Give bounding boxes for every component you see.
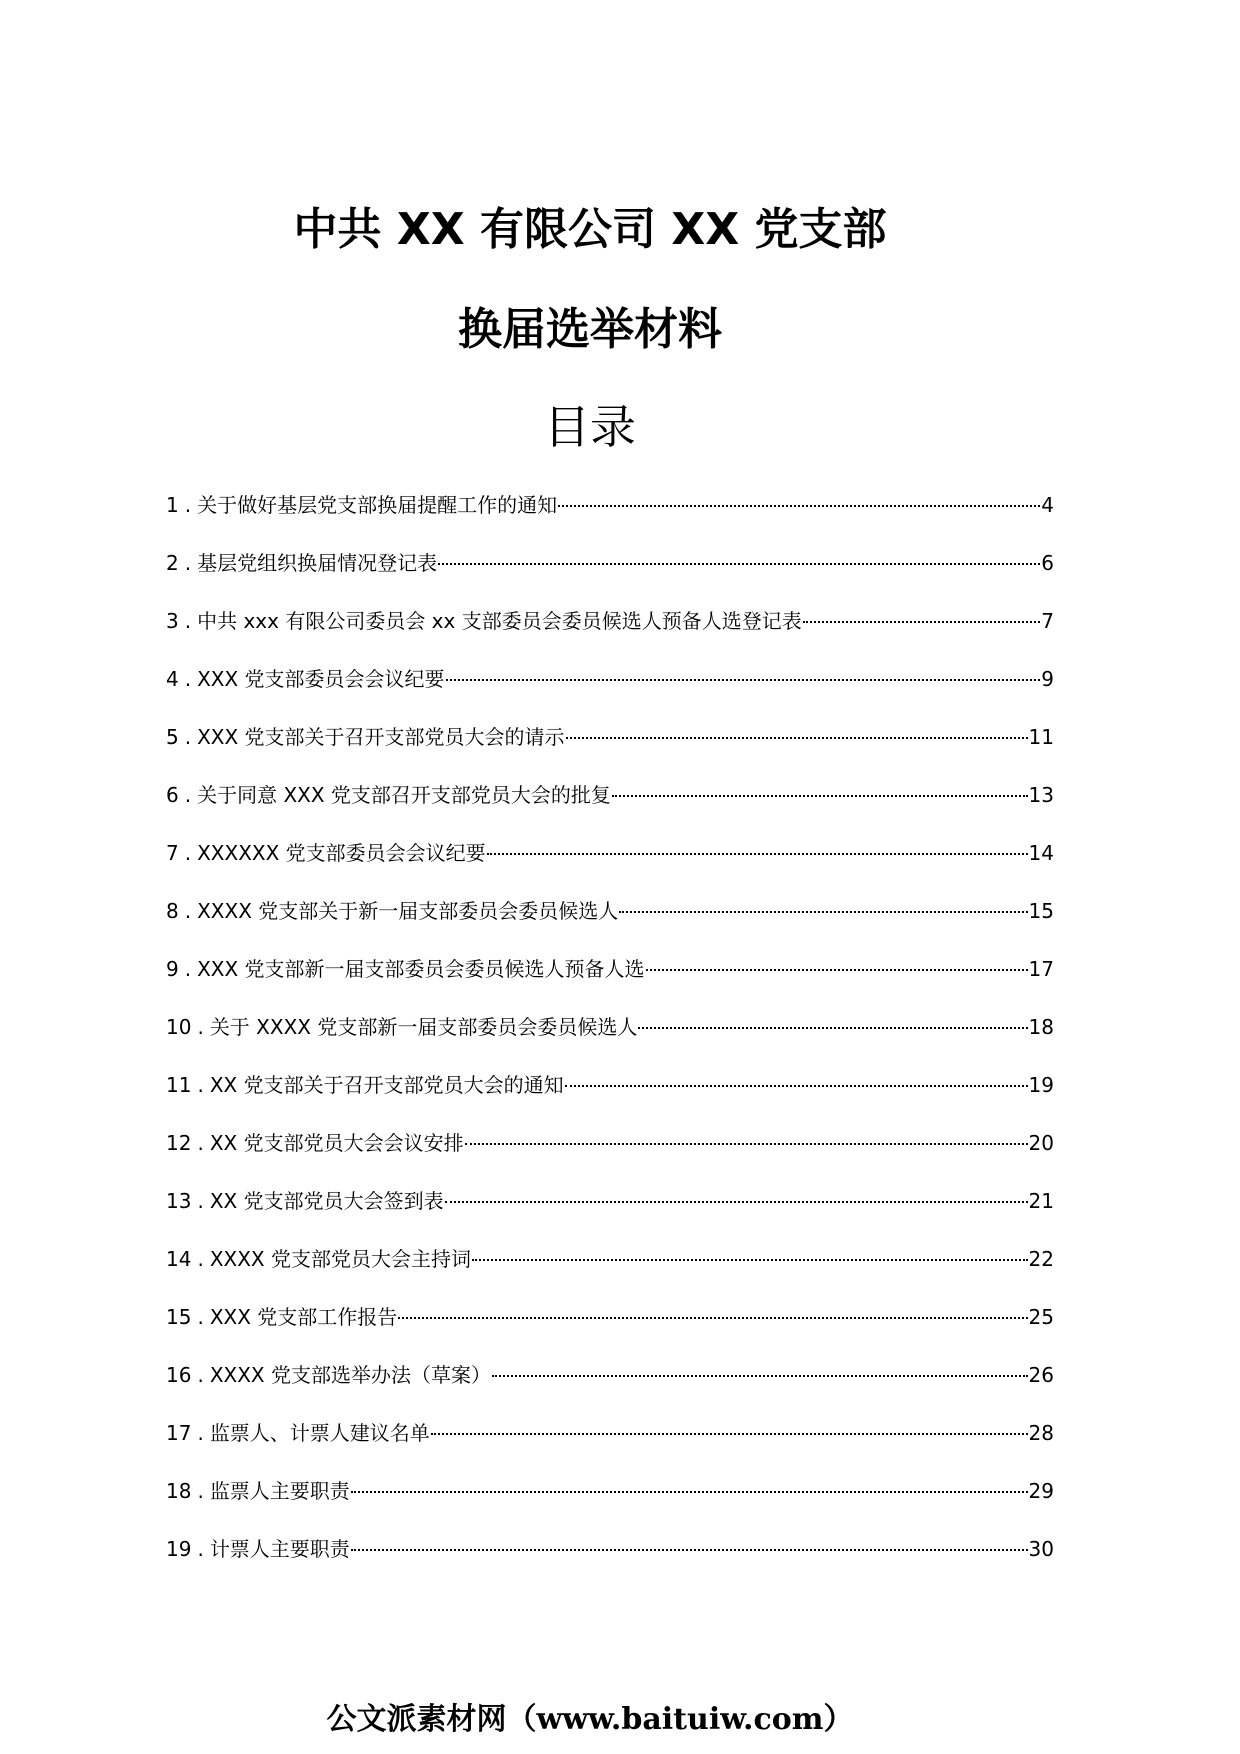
footer-watermark: 公文派素材网（www.baituiw.com） <box>326 1702 854 1737</box>
toc-entry[interactable] <box>166 951 1054 1009</box>
toc-entry-separator: . <box>197 1537 204 1561</box>
toc-entry-separator: . <box>197 1131 204 1155</box>
document-title-line1: 中共 XX 有限公司 XX 党支部 <box>293 204 887 255</box>
toc-entry-page-number: 15 <box>1028 899 1054 923</box>
toc-entry[interactable] <box>166 1299 1054 1357</box>
toc-entry-page-number: 9 <box>1041 667 1054 691</box>
toc-entry-title: XXXX 党支部关于新一届支部委员会委员候选人 <box>197 899 619 923</box>
toc-entry-page-number: 25 <box>1028 1305 1054 1329</box>
toc-entry-separator: . <box>197 1305 204 1329</box>
toc-entry-page-number: 4 <box>1041 493 1054 517</box>
toc-entry-separator: . <box>184 667 192 691</box>
toc-entry-separator: . <box>197 1421 204 1445</box>
toc-entry-separator: . <box>197 1363 204 1387</box>
toc-dot-leader <box>646 969 1028 971</box>
toc-entry-title: XXX 党支部关于召开支部党员大会的请示 <box>197 725 565 749</box>
toc-entry-page-number: 29 <box>1028 1479 1054 1503</box>
toc-entry[interactable] <box>166 1473 1054 1531</box>
toc-entry-title: XXX 党支部委员会会议纪要 <box>197 667 445 691</box>
toc-entry-page-number: 21 <box>1028 1189 1054 1213</box>
toc-dot-leader <box>472 1259 1028 1261</box>
toc-entry[interactable] <box>166 835 1054 893</box>
toc-entry-title: 关于 XXXX 党支部新一届支部委员会委员候选人 <box>209 1015 638 1039</box>
toc-entry-number: 8 <box>166 899 179 923</box>
toc-entry-title: 基层党组织换届情况登记表 <box>197 551 438 575</box>
toc-entry[interactable] <box>166 719 1054 777</box>
toc-entry-number: 3 <box>166 609 179 633</box>
toc-entry[interactable] <box>166 893 1054 951</box>
toc-entry[interactable] <box>166 1357 1054 1415</box>
toc-entry-title: 计票人主要职责 <box>209 1537 350 1561</box>
toc-entry-title: XXXXXX 党支部委员会会议纪要 <box>197 841 486 865</box>
toc-entry-page-number: 13 <box>1028 783 1054 807</box>
toc-entry-separator: . <box>197 1479 204 1503</box>
toc-entry-title: XX 党支部党员大会会议安排 <box>209 1131 464 1155</box>
toc-entry-title: XXX 党支部工作报告 <box>209 1305 398 1329</box>
toc-entry-page-number: 7 <box>1041 609 1054 633</box>
toc-entry-number: 18 <box>166 1479 192 1503</box>
toc-dot-leader <box>803 621 1041 623</box>
toc-entry-page-number: 6 <box>1041 551 1054 575</box>
toc-entry-separator: . <box>197 1073 204 1097</box>
toc-entry-title: 中共 xxx 有限公司委员会 xx 支部委员会委员候选人预备人选登记表 <box>197 609 802 633</box>
toc-entry-title: XX 党支部关于召开支部党员大会的通知 <box>209 1073 564 1097</box>
toc-entry[interactable] <box>166 1067 1054 1125</box>
toc-entry-page-number: 19 <box>1028 1073 1054 1097</box>
toc-entry-number: 9 <box>166 957 179 981</box>
toc-entry-number: 5 <box>166 725 179 749</box>
toc-entry-separator: . <box>197 1247 204 1271</box>
toc-entry-title: XXXX 党支部党员大会主持词 <box>209 1247 471 1271</box>
toc-dot-leader <box>565 1085 1028 1087</box>
toc-entry-separator: . <box>197 1015 204 1039</box>
toc-dot-leader <box>558 505 1040 507</box>
toc-entry-separator: . <box>184 783 192 807</box>
toc-entry[interactable] <box>166 1009 1054 1067</box>
toc-entry-separator: . <box>184 899 192 923</box>
toc-entry-page-number: 20 <box>1028 1131 1054 1155</box>
toc-entry[interactable] <box>166 777 1054 835</box>
toc-entry[interactable] <box>166 1531 1054 1589</box>
toc-entry-separator: . <box>184 551 192 575</box>
toc-entry-title: XXXX 党支部选举办法（草案） <box>209 1363 491 1387</box>
toc-entry[interactable] <box>166 545 1054 603</box>
table-of-contents <box>166 487 1054 1589</box>
toc-entry-number: 15 <box>166 1305 192 1329</box>
toc-entry-number: 16 <box>166 1363 192 1387</box>
toc-entry-number: 7 <box>166 841 179 865</box>
toc-entry[interactable] <box>166 603 1054 661</box>
toc-entry-number: 6 <box>166 783 179 807</box>
toc-dot-leader <box>446 679 1041 681</box>
toc-entry-title: XX 党支部党员大会签到表 <box>209 1189 444 1213</box>
toc-entry-title: 关于做好基层党支部换届提醒工作的通知 <box>197 493 558 517</box>
toc-dot-leader <box>465 1143 1028 1145</box>
toc-dot-leader <box>487 853 1028 855</box>
toc-dot-leader <box>398 1317 1027 1319</box>
toc-dot-leader <box>619 911 1027 913</box>
toc-entry[interactable] <box>166 661 1054 719</box>
toc-entry[interactable] <box>166 1125 1054 1183</box>
toc-entry-number: 1 <box>166 493 179 517</box>
toc-entry-separator: . <box>184 841 192 865</box>
toc-entry-title: 监票人主要职责 <box>209 1479 350 1503</box>
toc-entry-page-number: 14 <box>1028 841 1054 865</box>
toc-entry-separator: . <box>197 1189 204 1213</box>
toc-dot-leader <box>438 563 1040 565</box>
toc-entry-page-number: 17 <box>1028 957 1054 981</box>
toc-entry-page-number: 22 <box>1028 1247 1054 1271</box>
toc-entry[interactable] <box>166 1241 1054 1299</box>
toc-entry-number: 19 <box>166 1537 192 1561</box>
toc-entry-number: 4 <box>166 667 179 691</box>
toc-entry[interactable] <box>166 487 1054 545</box>
toc-dot-leader <box>351 1491 1028 1493</box>
toc-dot-leader <box>566 737 1028 739</box>
toc-entry-number: 17 <box>166 1421 192 1445</box>
toc-entry-title: 监票人、计票人建议名单 <box>209 1421 430 1445</box>
toc-entry-number: 2 <box>166 551 179 575</box>
toc-entry-separator: . <box>184 609 192 633</box>
toc-entry-separator: . <box>184 725 192 749</box>
toc-entry-page-number: 30 <box>1028 1537 1054 1561</box>
toc-dot-leader <box>445 1201 1028 1203</box>
toc-entry[interactable] <box>166 1183 1054 1241</box>
toc-dot-leader <box>492 1375 1028 1377</box>
toc-entry-page-number: 11 <box>1028 725 1054 749</box>
toc-entry-number: 12 <box>166 1131 192 1155</box>
toc-entry-number: 11 <box>166 1073 192 1097</box>
toc-entry[interactable] <box>166 1415 1054 1473</box>
toc-entry-page-number: 18 <box>1028 1015 1054 1039</box>
toc-entry-number: 14 <box>166 1247 192 1271</box>
toc-entry-number: 10 <box>166 1015 192 1039</box>
toc-dot-leader <box>612 795 1028 797</box>
toc-entry-page-number: 26 <box>1028 1363 1054 1387</box>
toc-entry-separator: . <box>184 957 192 981</box>
toc-entry-page-number: 28 <box>1028 1421 1054 1445</box>
toc-dot-leader <box>351 1549 1028 1551</box>
toc-entry-number: 13 <box>166 1189 192 1213</box>
toc-entry-separator: . <box>184 493 192 517</box>
toc-entry-title: 关于同意 XXX 党支部召开支部党员大会的批复 <box>197 783 611 807</box>
document-title-line2: 换届选举材料 <box>458 304 722 355</box>
toc-entry-title: XXX 党支部新一届支部委员会委员候选人预备人选 <box>197 957 645 981</box>
toc-heading: 目录 <box>544 400 636 454</box>
toc-dot-leader <box>638 1027 1027 1029</box>
toc-dot-leader <box>431 1433 1028 1435</box>
